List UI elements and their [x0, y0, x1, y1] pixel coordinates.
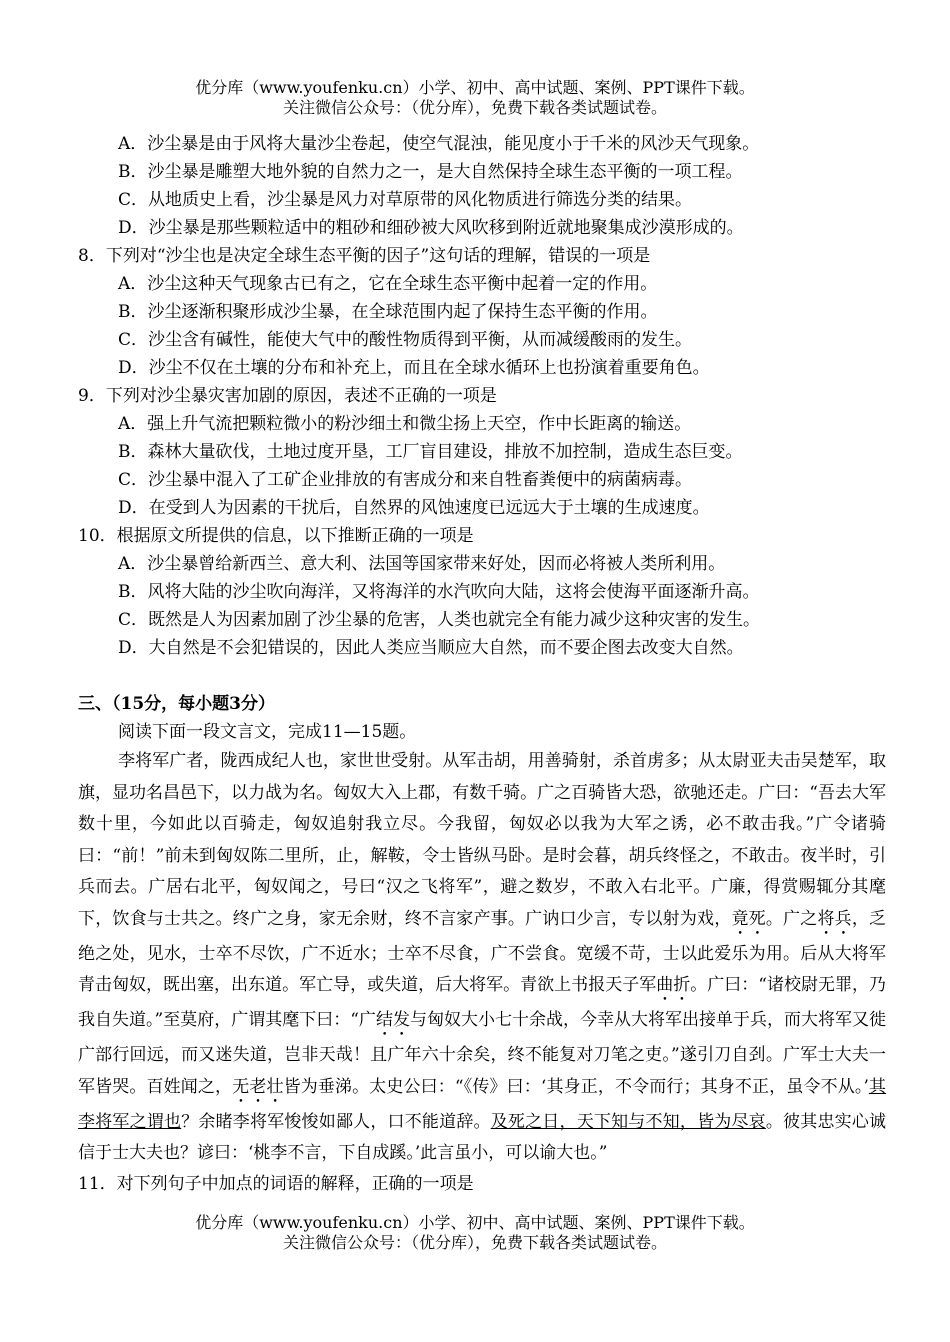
dotted-word-jiefa: 结发 [375, 1010, 410, 1030]
spacer [78, 662, 886, 690]
dotted-word-jingsi: 竟死 [731, 908, 766, 929]
footer-line-1: 优分库（www.youfenku.cn）小学、初中、高中试题、案例、PPT课件下载。 [195, 1213, 755, 1232]
q7-option-b: B．沙尘暴是雕塑大地外貌的自然力之一，是大自然保持全球生态平衡的一项工程。 [118, 162, 743, 182]
underlined-sentence-2: 及死之日，天下知与不知，皆为尽哀 [490, 1111, 766, 1132]
classical-passage [78, 746, 886, 1170]
q10-option-d: D．大自然是不会犯错误的，因此人类应当顺应大自然，而不要企图去改变大自然。 [118, 638, 744, 658]
dotted-word-wulao: 无老壮 [232, 1076, 284, 1097]
passage-text-3: 。广之 [765, 908, 818, 929]
passage-text-8: ？余睹李将军悛悛如鄙人，口不能道辞。 [181, 1111, 491, 1132]
q10-option-b: B．风将大陆的沙尘吹向海洋，又将海洋的水汽吹向大陆，这将会使海平面逐渐升高。 [118, 582, 760, 602]
section3-title: 三、（15分，每小题3分） [78, 694, 275, 714]
q7-option-a: A．沙尘暴是由于风将大量沙尘卷起，使空气混浊，能见度小于千米的风沙天气现象。 [118, 134, 760, 154]
passage-text-1: 李将军广者，陇西成纪人也，家世世受射。从军击胡，用善骑射，杀首虏多；从太尉亚夫击吴楚军，取旗，显功名昌邑下，以力战为名。匈奴大入上郡，有数千骑。广之百骑皆大恐，欲驰还走。广曰：“吾去大军数十里，今如此以百骑走，匈奴追射我立尽。今我留，匈奴必以 [78, 751, 886, 834]
section3-intro: 阅读下面一段文言文，完成11—15题。 [118, 722, 417, 742]
dotted-word-quzhe: 曲折 [656, 975, 691, 995]
q9-option-a: A．强上升气流把颗粒微小的粉沙细土和微尘扬上天空，作中长距离的输送。 [118, 414, 692, 434]
q8-option-a: A．沙尘这种天气现象古已有之，它在全球生态平衡中起着一定的作用。 [118, 274, 658, 294]
q8-option-d: D．沙尘不仅在土壤的分布和补充上，而且在全球水循环上也扮演着重要角色。 [118, 358, 710, 378]
q10-stem: 10．根据原文所提供的信息，以下推断正确的一项是 [78, 526, 474, 546]
q10-option-a: A．沙尘暴曾给新西兰、意大利、法国等国家带来好处，因而必将被人类所利用。 [118, 554, 726, 574]
q9-stem: 9．下列对沙尘暴灾害加剧的原因，表述不正确的一项是 [78, 386, 497, 406]
q8-stem: 8．下列对“沙尘也是决定全球生态平衡的因子”这句话的理解，错误的一项是 [78, 246, 651, 266]
q9-option-b: B．森林大量砍伐，土地过度开垦，工厂盲目建设，排放不加控制，造成生态巨变。 [118, 442, 743, 462]
q10-option-c: C．既然是人为因素加剧了沙尘暴的危害，人类也就完全有能力减少这种灾害的发生。 [118, 610, 761, 630]
page-header [0, 78, 950, 118]
footer-line-2: 关注微信公众号：（优分库），免费下载各类试题试卷。 [282, 1233, 667, 1252]
passage-text-7: 皆为垂涕。太史公曰：“《传》曰：‘其身正，不令而行；其身不正，虽令不从。’ [283, 1076, 869, 1097]
q7-option-d: D．沙尘暴是那些颗粒适中的粗砂和细砂被大风吹移到附近就地聚集成沙漠形成的。 [118, 218, 744, 238]
q9-option-d: D．在受到人为因素的干扰后，自然界的风蚀速度已远远大于土壤的生成速度。 [118, 498, 710, 518]
passage-text-6: 与匈奴大小七十余战，今幸从大将军出接单于兵，而大将军又徙广部行回远，而又迷失道，岂非天哉！且广年六十余矣，终不能复对刀笔之吏。”遂引刀自刭。广军士大夫一军皆哭。百姓闻之， [78, 1010, 887, 1097]
passage-text-9: 。彼其忠实心诚信于士大夫也？谚曰：‘桃李不言，下自成蹊。’此言虽小，可以谕大也。” [78, 1111, 887, 1163]
exam-body [78, 130, 886, 1198]
q11-stem: 11．对下列句子中加点的词语的解释，正确的一项是 [78, 1173, 474, 1194]
q8-option-b: B．沙尘逐渐积聚形成沙尘暴，在全球范围内起了保持生态平衡的作用。 [118, 302, 658, 322]
q7-option-c: C．从地质史上看，沙尘暴是风力对草原带的风化物质进行筛选分类的结果。 [118, 190, 693, 210]
passage-text-5: 。广曰：“诸校尉无罪，乃我自失道。”至莫府，广谓其麾下曰：“广 [78, 975, 886, 1030]
q8-option-c: C．沙尘含有碱性，能使大气中的酸性物质得到平衡，从而减缓酸雨的发生。 [118, 330, 693, 350]
q9-option-c: C．沙尘暴中混入了工矿企业排放的有害成分和来自牲畜粪便中的病菌病毒。 [118, 470, 693, 490]
header-line-2: 关注微信公众号：（优分库），免费下载各类试题试卷。 [282, 98, 667, 117]
page-footer [0, 1213, 950, 1253]
header-line-1: 优分库（www.youfenku.cn）小学、初中、高中试题、案例、PPT课件下载。 [195, 78, 755, 97]
underlined-sentence-1: 其李将军之谓也 [78, 1076, 887, 1132]
passage-text-2: 我为大军之诱，必不敢击我。”广令诸骑曰：“前！”前未到匈奴陈二里所，止，解鞍，令士皆纵马卧。是时会暮，胡兵终怪之，不敢击。夜半时，引兵而去。广居右北平，匈奴闻之，号曰“汉之飞将军”，避之数岁，不敢入右北平。广廉，得赏赐辄分其麾下，饮食与士共之。终广之身，家无余财，终不言家产事。广讷口少言，专以射为戏， [78, 814, 886, 929]
dotted-word-jiangbing: 将兵 [817, 908, 852, 929]
passage-text-4: ，乏绝之处，见水，士卒不尽饮，广不近水；士卒不尽食，广不尝食。宽缓不苛，士以此爱乐为用。后从大将军青击匈奴，既出塞，出东道。军亡导，或失道，后大将军。青欲上书报天子军 [78, 908, 887, 995]
